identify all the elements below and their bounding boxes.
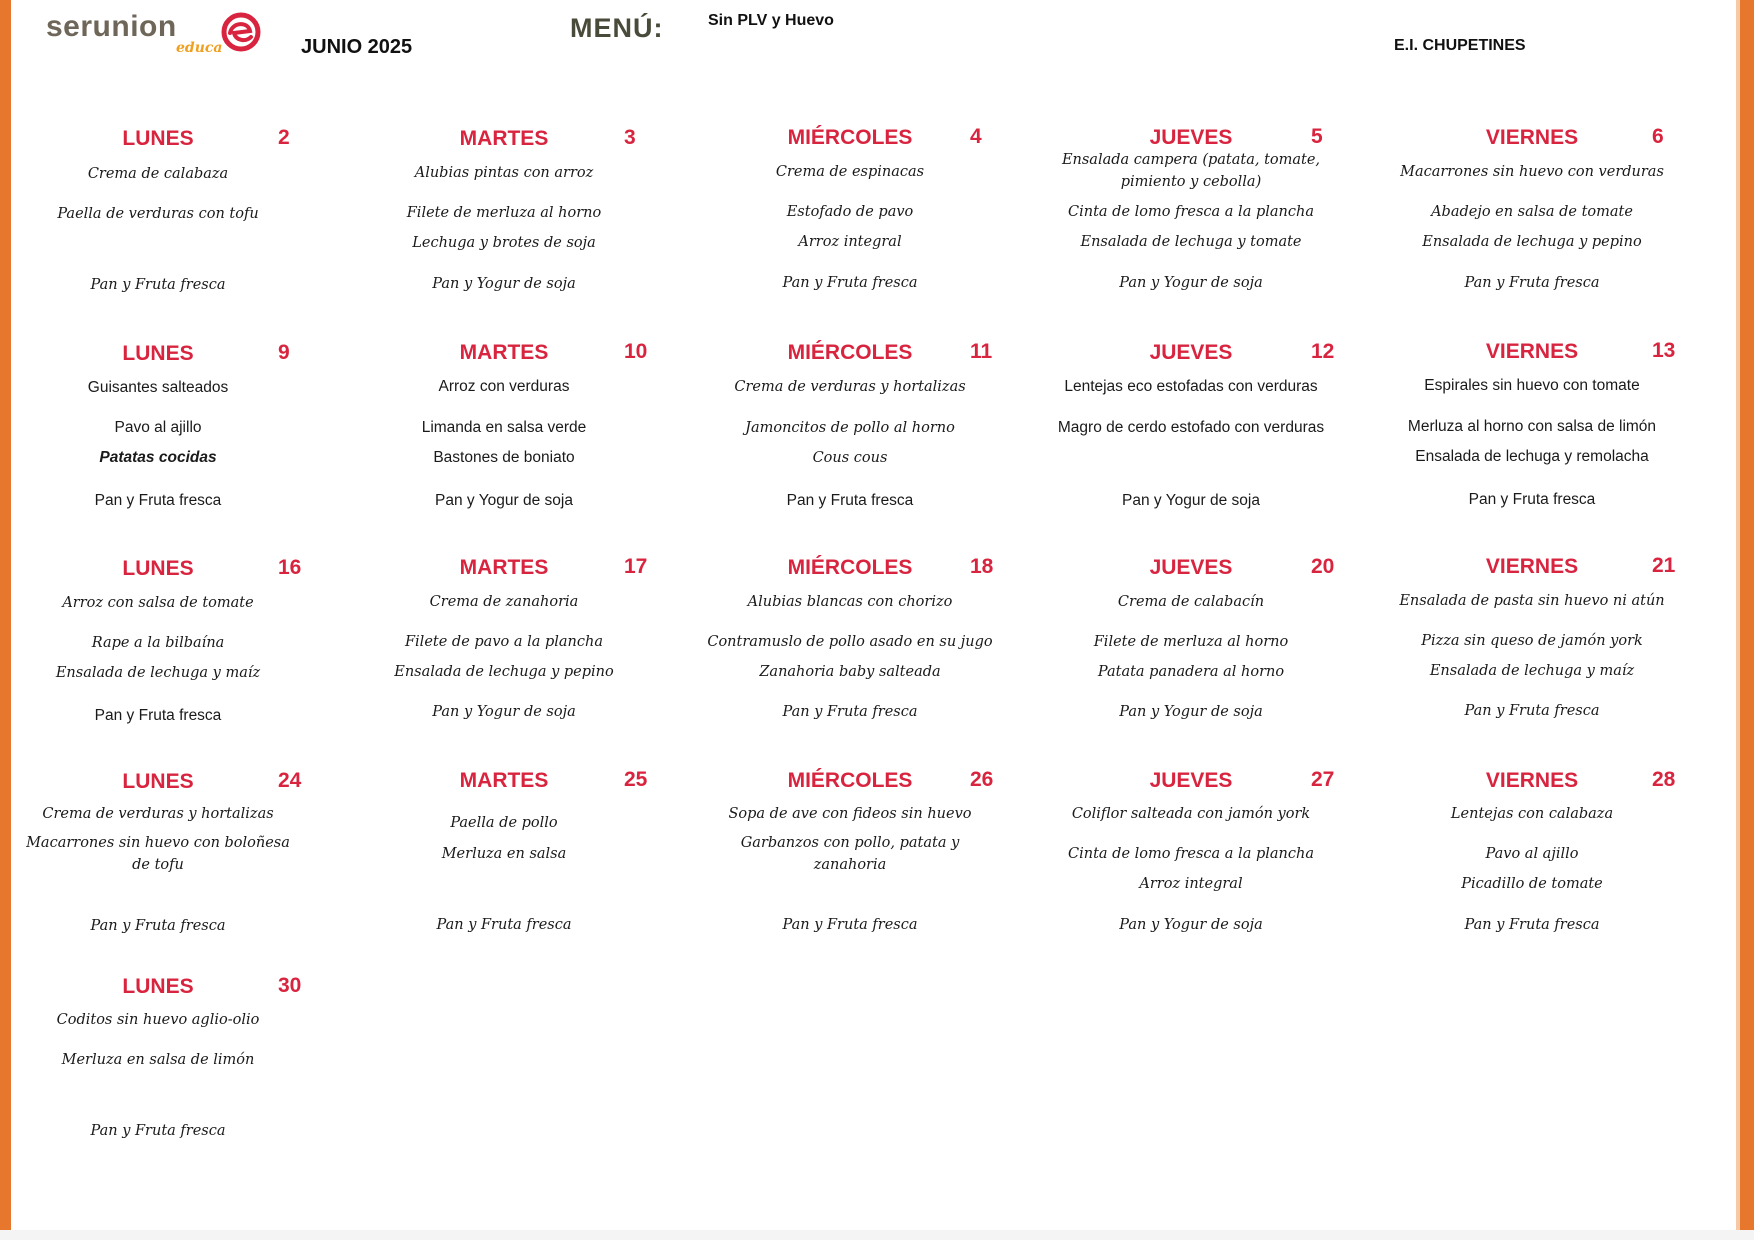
dessert: Pan y Fruta fresca — [94, 707, 222, 724]
first-course: Sopa de ave con fideos sin huevo — [728, 806, 972, 822]
day-cell — [700, 341, 1000, 541]
logo-wordmark: serunion — [46, 10, 177, 43]
second-course: Estofado de pavo — [786, 204, 914, 220]
side-dish: Lechuga y brotes de soja — [412, 235, 596, 251]
right-border — [1740, 0, 1754, 1240]
day-cell — [700, 126, 1000, 326]
second-course: Merluza al horno con salsa de limón — [1407, 418, 1657, 435]
day-cell — [354, 127, 654, 327]
second-course: Magro de cerdo estofado con verduras — [1057, 419, 1325, 436]
day-cell — [8, 975, 308, 1175]
day-name: MIÉRCOLES — [787, 556, 913, 579]
day-name: LUNES — [122, 770, 194, 793]
second-course: Macarrones sin huevo con boloñesa de tofu — [26, 835, 290, 873]
day-number: 9 — [278, 341, 290, 364]
month-title: JUNIO 2025 — [301, 36, 413, 58]
menu-subtitle: Sin PLV y Huevo — [708, 12, 834, 29]
side-dish: Ensalada de lechuga y pepino — [394, 664, 614, 680]
day-number: 10 — [624, 340, 648, 363]
second-course: Pavo al ajillo — [114, 419, 202, 436]
dessert: Pan y Yogur de soja — [1122, 492, 1260, 509]
dessert: Pan y Fruta fresca — [786, 492, 914, 509]
day-number: 27 — [1311, 768, 1335, 791]
dessert: Pan y Fruta fresca — [1464, 275, 1600, 291]
side-dish: Patatas cocidas — [99, 449, 217, 466]
day-number: 24 — [278, 769, 302, 792]
day-name: LUNES — [122, 127, 194, 150]
dessert: Pan y Fruta fresca — [782, 275, 918, 291]
day-cell — [700, 769, 1000, 969]
second-course: Abadejo en salsa de tomate — [1431, 204, 1633, 220]
dessert: Pan y Fruta fresca — [782, 704, 918, 720]
second-course: Pavo al ajillo — [1485, 846, 1579, 862]
day-number: 20 — [1311, 555, 1335, 578]
side-dish: Picadillo de tomate — [1461, 876, 1603, 892]
day-number: 13 — [1652, 339, 1676, 362]
second-course: Cinta de lomo fresca a la plancha — [1068, 204, 1314, 220]
day-name: MARTES — [459, 341, 549, 364]
day-cell — [354, 556, 654, 756]
dessert: Pan y Fruta fresca — [90, 1123, 226, 1139]
day-name: JUEVES — [1149, 769, 1233, 792]
second-course: Rape a la bilbaína — [91, 635, 225, 651]
day-cell — [1041, 126, 1341, 326]
day-name: VIERNES — [1485, 126, 1579, 149]
first-course: Lentejas con calabaza — [1450, 806, 1614, 822]
second-course: Filete de merluza al horno — [1093, 634, 1289, 650]
day-number: 12 — [1311, 340, 1335, 363]
day-number: 30 — [278, 974, 302, 997]
day-number: 4 — [970, 125, 982, 148]
first-course: Crema de zanahoria — [429, 594, 579, 610]
second-course: Cinta de lomo fresca a la plancha — [1068, 846, 1314, 862]
side-dish: Bastones de boniato — [433, 449, 575, 466]
dessert: Pan y Fruta fresca — [782, 917, 918, 933]
second-course: Filete de merluza al horno — [406, 205, 602, 221]
day-name: MARTES — [459, 769, 549, 792]
school-name: E.I. CHUPETINES — [1394, 37, 1526, 54]
day-name: VIERNES — [1485, 769, 1579, 792]
day-cell — [1041, 556, 1341, 756]
first-course: Crema de espinacas — [775, 164, 925, 180]
day-number: 21 — [1652, 554, 1676, 577]
first-course: Espirales sin huevo con tomate — [1424, 377, 1640, 394]
side-dish: Cous cous — [812, 450, 888, 466]
first-course: Ensalada campera (patata, tomate, pimiento y cebolla) — [1061, 152, 1321, 190]
side-dish: Arroz integral — [1139, 876, 1243, 892]
day-number: 18 — [970, 555, 994, 578]
day-number: 28 — [1652, 768, 1676, 791]
first-course: Alubias pintas con arroz — [414, 165, 594, 181]
first-course: Arroz con salsa de tomate — [62, 595, 254, 611]
day-name: MIÉRCOLES — [787, 341, 913, 364]
day-number: 6 — [1652, 125, 1664, 148]
day-cell — [354, 341, 654, 541]
second-course: Paella de verduras con tofu — [57, 206, 259, 222]
dessert: Pan y Fruta fresca — [94, 492, 222, 509]
dessert: Pan y Fruta fresca — [1464, 917, 1600, 933]
second-course: Pizza sin queso de jamón york — [1421, 633, 1643, 649]
day-cell — [8, 127, 308, 327]
second-course: Contramuslo de pollo asado en su jugo — [707, 634, 993, 650]
side-dish: Ensalada de lechuga y maíz — [55, 665, 261, 681]
day-number: 26 — [970, 768, 994, 791]
serunion-logo — [46, 10, 276, 60]
first-course: Lentejas eco estofadas con verduras — [1064, 378, 1318, 395]
day-number: 5 — [1311, 125, 1323, 148]
day-name: MIÉRCOLES — [787, 126, 913, 149]
dessert: Pan y Yogur de soja — [432, 704, 576, 720]
day-cell — [1041, 769, 1341, 969]
day-name: LUNES — [122, 975, 194, 998]
first-course: Ensalada de pasta sin huevo ni atún — [1399, 593, 1665, 609]
day-cell — [354, 769, 654, 969]
day-cell — [8, 557, 308, 757]
logo-swirl-icon — [221, 12, 261, 52]
first-course: Arroz con verduras — [438, 378, 570, 395]
day-name: MARTES — [459, 556, 549, 579]
day-cell — [1382, 769, 1682, 969]
dessert: Pan y Yogur de soja — [432, 276, 576, 292]
first-course: Crema de calabaza — [87, 166, 229, 182]
bottom-edge — [0, 1230, 1754, 1240]
day-name: LUNES — [122, 557, 194, 580]
second-course: Merluza en salsa — [441, 846, 567, 862]
dessert: Pan y Fruta fresca — [1468, 491, 1596, 508]
second-course: Merluza en salsa de limón — [61, 1052, 255, 1068]
day-name: VIERNES — [1485, 555, 1579, 578]
first-course: Crema de calabacín — [1117, 594, 1265, 610]
first-course: Coliflor salteada con jamón york — [1071, 806, 1311, 822]
side-dish: Ensalada de lechuga y maíz — [1429, 663, 1635, 679]
first-course: Crema de verduras y hortalizas — [42, 806, 274, 822]
second-course: Jamoncitos de pollo al horno — [745, 420, 955, 436]
second-course: Filete de pavo a la plancha — [404, 634, 603, 650]
day-number: 3 — [624, 126, 636, 149]
day-cell — [700, 556, 1000, 756]
day-number: 17 — [624, 555, 648, 578]
side-dish: Ensalada de lechuga y tomate — [1080, 234, 1302, 250]
first-course: Guisantes salteados — [87, 379, 229, 396]
day-name: MIÉRCOLES — [787, 769, 913, 792]
day-name: MARTES — [459, 127, 549, 150]
day-name: JUEVES — [1149, 556, 1233, 579]
day-cell — [1382, 555, 1682, 755]
day-cell — [1382, 126, 1682, 326]
day-cell — [1382, 340, 1682, 540]
first-course: Alubias blancas con chorizo — [747, 594, 953, 610]
day-cell — [8, 770, 308, 970]
day-number: 16 — [278, 556, 302, 579]
side-dish: Zanahoria baby salteada — [759, 664, 941, 680]
second-course: Garbanzos con pollo, patata y zanahoria — [740, 835, 960, 873]
dessert: Pan y Yogur de soja — [435, 492, 573, 509]
dessert: Pan y Yogur de soja — [1119, 704, 1263, 720]
dessert: Pan y Fruta fresca — [90, 918, 226, 934]
day-name: VIERNES — [1485, 340, 1579, 363]
side-dish: Arroz integral — [798, 234, 902, 250]
dessert: Pan y Yogur de soja — [1119, 917, 1263, 933]
first-course: Crema de verduras y hortalizas — [734, 379, 966, 395]
first-course: Coditos sin huevo aglio-olio — [56, 1012, 260, 1028]
day-name: LUNES — [122, 342, 194, 365]
day-number: 11 — [970, 340, 993, 363]
day-number: 25 — [624, 768, 648, 791]
day-cell — [8, 342, 308, 542]
side-dish: Patata panadera al horno — [1097, 664, 1285, 680]
menu-label: MENÚ: — [570, 13, 664, 43]
dessert: Pan y Yogur de soja — [1119, 275, 1263, 291]
day-number: 2 — [278, 126, 290, 149]
first-course: Paella de pollo — [450, 815, 558, 831]
day-name: JUEVES — [1149, 341, 1233, 364]
side-dish: Ensalada de lechuga y pepino — [1422, 234, 1642, 250]
day-cell — [1041, 341, 1341, 541]
first-course: Macarrones sin huevo con verduras — [1400, 164, 1664, 180]
day-name: JUEVES — [1149, 126, 1233, 149]
dessert: Pan y Fruta fresca — [90, 277, 226, 293]
side-dish: Ensalada de lechuga y remolacha — [1415, 448, 1649, 465]
dessert: Pan y Fruta fresca — [436, 917, 572, 933]
logo-subtitle: educa — [176, 40, 223, 56]
second-course: Limanda en salsa verde — [421, 419, 587, 436]
dessert: Pan y Fruta fresca — [1464, 703, 1600, 719]
